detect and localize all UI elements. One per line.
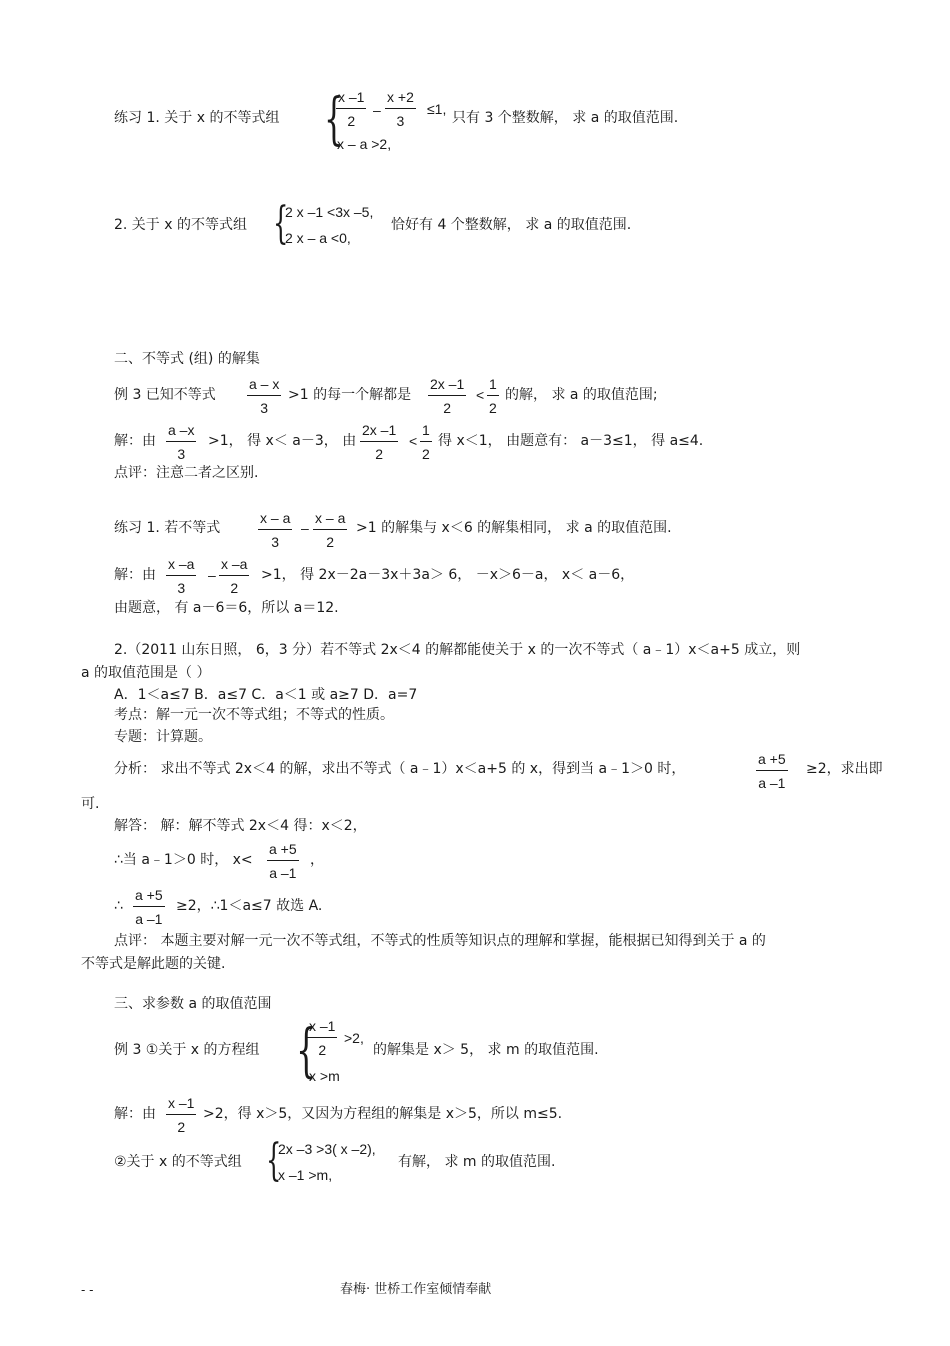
fraction: x –1 2 bbox=[168, 1095, 195, 1135]
example3-mid: >1 的每一个解都是 bbox=[288, 387, 412, 403]
system-brace: { bbox=[273, 198, 289, 249]
question2-options: A．1＜a≤7 B．a≤7 C．a＜1 或 a≥7 D．a=7 bbox=[114, 687, 418, 703]
fraction: x –a 3 bbox=[168, 556, 195, 596]
solution-suffix: >1， 得 2x－2a－3x＋3a＞ 6， －x＞6－a， x＜ a－6， bbox=[261, 567, 635, 583]
solution-suffix: 得 x＜1， 由题意有： a－3≤1， 得 a≤4. bbox=[438, 433, 704, 449]
fraction: 2x –1 2 bbox=[430, 376, 465, 416]
example3b-suffix: 的解集是 x＞ 5， 求 m 的取值范围. bbox=[373, 1042, 599, 1058]
solution-prefix: 解：由 bbox=[114, 433, 156, 449]
minus-sign: – bbox=[301, 520, 309, 536]
question2-line1: 2.（2011 山东日照， 6，3 分）若不等式 2x＜4 的解都能使关于 x 的一次不等式（ a﹣1）x＜a+5 成立，则 bbox=[114, 642, 801, 658]
analysis-suffix: ≥2，求出即 bbox=[806, 761, 883, 777]
review-line2: 不等式是解此题的关键. bbox=[81, 956, 226, 972]
fraction: 1 2 bbox=[422, 422, 430, 462]
question2-zhuanti: 专题：计算题。 bbox=[114, 729, 212, 745]
fraction: x –1 2 bbox=[338, 89, 365, 129]
fraction: x –1 2 bbox=[309, 1018, 336, 1058]
system-line-2: x >m bbox=[309, 1068, 340, 1084]
minus-sign: – bbox=[373, 102, 381, 118]
answer-line: 解答： 解：解不等式 2x＜4 得：x＜2， bbox=[114, 818, 367, 834]
less-than: < bbox=[409, 433, 418, 449]
inequality-tail: >2, bbox=[344, 1030, 364, 1046]
practice1-suffix: 只有 3 个整数解， 求 a 的取值范围. bbox=[452, 110, 679, 126]
fraction: a –x 3 bbox=[168, 422, 195, 462]
system-brace: { bbox=[296, 1016, 317, 1084]
system-line-2: x – a >2, bbox=[337, 136, 392, 152]
footer-credit: 春梅· 世桥工作室倾情奉献 bbox=[340, 1282, 492, 1297]
example3b-prefix: 例 3 ①关于 x 的方程组 bbox=[114, 1042, 260, 1058]
review-line1: 点评： 本题主要对解一元一次不等式组，不等式的性质等知识点的理解和掌握，能根据已知得到关于 a 的 bbox=[114, 933, 766, 949]
step2-suffix: ， bbox=[310, 852, 324, 868]
solution-suffix: >2，得 x＞5，又因为方程组的解集是 x＞5，所以 m≤5. bbox=[203, 1106, 563, 1122]
example3c-suffix: 有解， 求 m 的取值范围. bbox=[398, 1154, 556, 1170]
section-heading: 二、不等式 (组) 的解集 bbox=[114, 351, 260, 367]
practice1-prefix: 练习 1. 关于 x 的不等式组 bbox=[114, 110, 280, 126]
practice2-suffix: 恰好有 4 个整数解， 求 a 的取值范围. bbox=[391, 217, 632, 233]
fraction: a – x 3 bbox=[249, 376, 280, 416]
less-than: < bbox=[476, 387, 485, 403]
fraction: a +5 a –1 bbox=[758, 751, 786, 791]
system-line-2: 2 x – a <0, bbox=[285, 230, 351, 246]
fraction: a +5 a –1 bbox=[269, 841, 297, 881]
fraction: a +5 a –1 bbox=[135, 887, 163, 927]
question2-kaodian: 考点：解一元一次不等式组；不等式的性质。 bbox=[114, 707, 394, 723]
fraction: x +2 3 bbox=[387, 89, 414, 129]
minus-sign: – bbox=[208, 567, 216, 583]
footer-dashes: - - bbox=[81, 1283, 94, 1297]
system-brace: { bbox=[324, 87, 344, 152]
comment: 点评：注意二者之区别. bbox=[114, 465, 259, 481]
solution-line: 由题意， 有 a－6＝6，所以 a＝12. bbox=[114, 600, 339, 616]
practice-suffix: >1 的解集与 x＜6 的解集相同， 求 a 的取值范围. bbox=[356, 520, 672, 536]
solution-prefix: 解：由 bbox=[114, 567, 156, 583]
step2-prefix: ∴当 a﹣1＞0 时， x< bbox=[114, 852, 253, 868]
step3-prefix: ∴ bbox=[114, 898, 123, 914]
practice2-prefix: 2. 关于 x 的不等式组 bbox=[114, 217, 247, 233]
fraction: 2x –1 2 bbox=[362, 422, 397, 462]
example3-suffix: 的解， 求 a 的取值范围; bbox=[505, 387, 658, 403]
analysis-line2: 可. bbox=[81, 796, 100, 812]
fraction: 1 2 bbox=[489, 376, 497, 416]
practice-prefix: 练习 1. 若不等式 bbox=[114, 520, 221, 536]
example3-prefix: 例 3 已知不等式 bbox=[114, 387, 216, 403]
fraction: x –a 2 bbox=[221, 556, 248, 596]
inequality-tail: ≤1, bbox=[427, 101, 447, 117]
system-line-2: x –1 >m, bbox=[278, 1167, 333, 1183]
fraction: x – a 2 bbox=[315, 510, 346, 550]
solution-mid: >1， 得 x＜ a－3， 由 bbox=[208, 433, 357, 449]
question2-line2: a 的取值范围是（ ） bbox=[81, 665, 211, 681]
system-line-1: 2 x –1 <3x –5, bbox=[285, 204, 374, 220]
analysis-prefix: 分析： 求出不等式 2x＜4 的解，求出不等式（ a﹣1）x＜a+5 的 x，得到当 a﹣1＞0 时， bbox=[114, 761, 686, 777]
fraction: x – a 3 bbox=[260, 510, 291, 550]
example3c-prefix: ②关于 x 的不等式组 bbox=[114, 1154, 242, 1170]
system-line-1: 2x –3 >3( x –2), bbox=[278, 1141, 376, 1157]
step3-suffix: ≥2，∴1＜a≤7 故选 A. bbox=[176, 898, 323, 914]
solution-prefix: 解：由 bbox=[114, 1106, 156, 1122]
system-brace: { bbox=[266, 1135, 282, 1186]
section-heading: 三、求参数 a 的取值范围 bbox=[114, 996, 272, 1012]
